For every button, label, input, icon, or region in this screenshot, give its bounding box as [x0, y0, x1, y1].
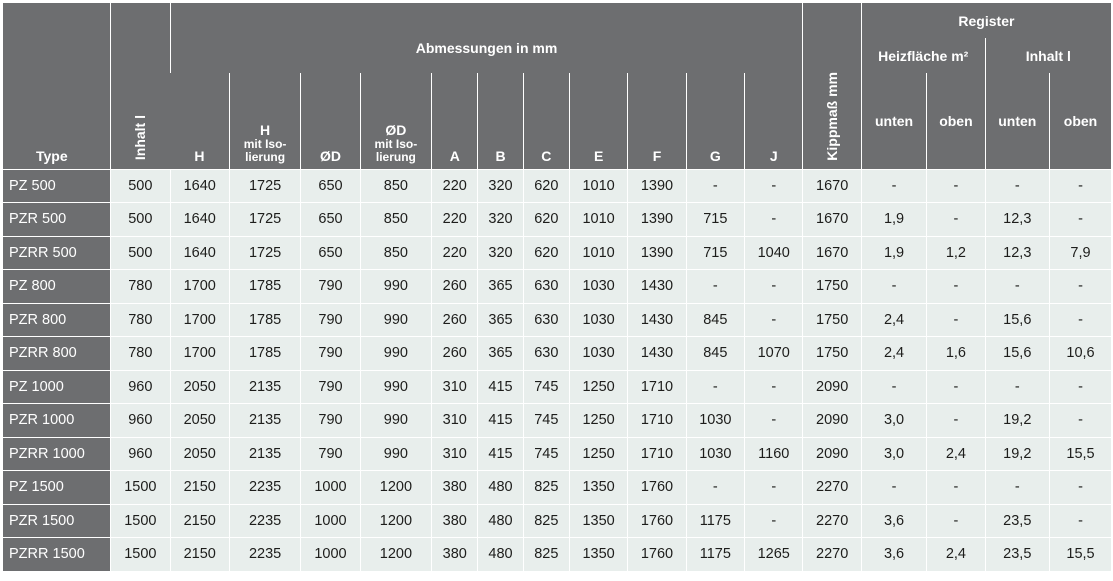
- table-cell: 845: [686, 337, 744, 371]
- table-cell: 3,6: [861, 538, 926, 572]
- table-cell: 850: [360, 236, 431, 270]
- table-cell: -: [1049, 303, 1111, 337]
- table-cell: 1430: [628, 303, 686, 337]
- table-cell: -: [927, 504, 985, 538]
- table-cell: -: [927, 471, 985, 505]
- table-cell: 1265: [745, 538, 803, 572]
- table-cell: 500: [111, 203, 170, 237]
- table-cell: 1430: [628, 270, 686, 304]
- header-d-iso: [360, 73, 431, 169]
- table-cell: 1030: [569, 337, 627, 371]
- table-cell: 745: [523, 404, 569, 438]
- table-cell: 1670: [803, 169, 861, 203]
- table-row: [3, 471, 1111, 505]
- type-cell: PZR 500: [3, 203, 111, 237]
- table-cell: 790: [301, 337, 360, 371]
- table-cell: 1750: [803, 270, 861, 304]
- table-cell: 745: [523, 437, 569, 471]
- table-cell: 415: [478, 437, 523, 471]
- table-cell: 850: [360, 203, 431, 237]
- table-cell: 310: [432, 404, 478, 438]
- table-row: [3, 370, 1111, 404]
- table-cell: 2050: [170, 437, 229, 471]
- table-cell: 260: [432, 303, 478, 337]
- table-cell: 1010: [569, 203, 627, 237]
- table-cell: 1710: [628, 370, 686, 404]
- table-cell: 650: [301, 169, 360, 203]
- header-kippmass: [803, 3, 861, 169]
- table-cell: 1160: [745, 437, 803, 471]
- header-unten-heiz: unten: [861, 73, 926, 169]
- table-cell: 7,9: [1049, 236, 1111, 270]
- table-cell: 1640: [170, 236, 229, 270]
- table-cell: 1700: [170, 303, 229, 337]
- table-cell: 2235: [229, 504, 300, 538]
- table-cell: -: [1049, 270, 1111, 304]
- table-cell: 1040: [745, 236, 803, 270]
- table-cell: 1350: [569, 538, 627, 572]
- table-cell: -: [686, 370, 744, 404]
- header-h: H: [170, 73, 229, 169]
- header-inhalt-register: Inhalt l: [985, 38, 1111, 73]
- table-cell: -: [1049, 504, 1111, 538]
- table-cell: -: [927, 370, 985, 404]
- table-cell: -: [861, 169, 926, 203]
- table-cell: 1030: [686, 404, 744, 438]
- table-cell: 990: [360, 404, 431, 438]
- table-cell: 19,2: [985, 404, 1049, 438]
- header-d-iso-label: ØD: [385, 121, 407, 138]
- table-row: [3, 203, 1111, 237]
- header-d: ØD: [301, 73, 360, 169]
- table-cell: 480: [478, 471, 523, 505]
- table-cell: -: [745, 504, 803, 538]
- table-cell: 790: [301, 303, 360, 337]
- table-cell: 990: [360, 370, 431, 404]
- table-cell: 1725: [229, 169, 300, 203]
- table-cell: 310: [432, 437, 478, 471]
- type-cell: PZR 1500: [3, 504, 111, 538]
- table-cell: -: [745, 303, 803, 337]
- table-cell: 1350: [569, 471, 627, 505]
- table-cell: 380: [432, 471, 478, 505]
- table-cell: 1010: [569, 236, 627, 270]
- table-cell: 790: [301, 437, 360, 471]
- table-cell: 220: [432, 169, 478, 203]
- table-cell: 2135: [229, 404, 300, 438]
- table-cell: 2,4: [861, 337, 926, 371]
- table-body: [3, 169, 1111, 571]
- table-cell: 12,3: [985, 203, 1049, 237]
- table-cell: 220: [432, 236, 478, 270]
- table-cell: 1725: [229, 236, 300, 270]
- table-cell: 745: [523, 370, 569, 404]
- table-cell: -: [745, 270, 803, 304]
- table-cell: -: [745, 370, 803, 404]
- table-cell: 630: [523, 303, 569, 337]
- type-cell: PZR 800: [3, 303, 111, 337]
- table-row: [3, 404, 1111, 438]
- table-cell: 1760: [628, 471, 686, 505]
- header-h-iso: [229, 73, 300, 169]
- table-cell: 1030: [686, 437, 744, 471]
- table-cell: 380: [432, 538, 478, 572]
- table-cell: 1390: [628, 236, 686, 270]
- table-cell: 620: [523, 169, 569, 203]
- table-cell: -: [686, 169, 744, 203]
- table-cell: 1000: [301, 538, 360, 572]
- table-cell: 780: [111, 337, 170, 371]
- table-cell: 260: [432, 337, 478, 371]
- table-cell: 1175: [686, 538, 744, 572]
- table-cell: 2135: [229, 370, 300, 404]
- table-cell: 15,6: [985, 303, 1049, 337]
- table-cell: -: [745, 404, 803, 438]
- table-cell: 1,2: [927, 236, 985, 270]
- table-row: [3, 437, 1111, 471]
- table-row: [3, 337, 1111, 371]
- table-cell: 790: [301, 370, 360, 404]
- table-cell: 1725: [229, 203, 300, 237]
- table-cell: 1760: [628, 504, 686, 538]
- table-cell: 2235: [229, 471, 300, 505]
- table-cell: 620: [523, 236, 569, 270]
- table-cell: 1785: [229, 337, 300, 371]
- table-cell: 960: [111, 370, 170, 404]
- table-cell: 1430: [628, 337, 686, 371]
- table-cell: 630: [523, 270, 569, 304]
- table-cell: 1710: [628, 404, 686, 438]
- table-cell: 1785: [229, 270, 300, 304]
- table-cell: 1030: [569, 270, 627, 304]
- table-cell: 500: [111, 169, 170, 203]
- header-j: J: [745, 73, 803, 169]
- table-cell: 1700: [170, 270, 229, 304]
- table-cell: -: [745, 471, 803, 505]
- table-cell: 1785: [229, 303, 300, 337]
- table-cell: 1070: [745, 337, 803, 371]
- table-cell: -: [686, 270, 744, 304]
- table-cell: -: [861, 471, 926, 505]
- table-cell: -: [927, 404, 985, 438]
- table-cell: 1000: [301, 471, 360, 505]
- table-cell: 1250: [569, 404, 627, 438]
- table-cell: 1760: [628, 538, 686, 572]
- table-cell: 2,4: [861, 303, 926, 337]
- table-cell: 825: [523, 504, 569, 538]
- table-cell: 415: [478, 404, 523, 438]
- table-cell: 990: [360, 303, 431, 337]
- table-cell: -: [861, 270, 926, 304]
- header-abmessungen: Abmessungen in mm: [170, 3, 803, 73]
- table-cell: 1200: [360, 471, 431, 505]
- table-cell: 15,5: [1049, 538, 1111, 572]
- table-cell: 620: [523, 203, 569, 237]
- table-cell: -: [985, 169, 1049, 203]
- table-row: [3, 538, 1111, 572]
- header-heizflaeche: Heizfläche m²: [861, 38, 985, 73]
- table-cell: 23,5: [985, 538, 1049, 572]
- table-cell: 1200: [360, 538, 431, 572]
- header-f: F: [628, 73, 686, 169]
- type-cell: PZRR 1000: [3, 437, 111, 471]
- header-register: Register: [861, 3, 1111, 38]
- table-cell: 715: [686, 236, 744, 270]
- table-cell: -: [861, 370, 926, 404]
- table-cell: 780: [111, 303, 170, 337]
- table-cell: 1640: [170, 203, 229, 237]
- table-cell: 365: [478, 270, 523, 304]
- table-cell: 825: [523, 471, 569, 505]
- table-cell: 15,6: [985, 337, 1049, 371]
- table-cell: 715: [686, 203, 744, 237]
- table-cell: 320: [478, 236, 523, 270]
- table-cell: 1,6: [927, 337, 985, 371]
- header-b: B: [478, 73, 523, 169]
- table-cell: 630: [523, 337, 569, 371]
- table-row: [3, 303, 1111, 337]
- table-cell: 1750: [803, 303, 861, 337]
- table-cell: 480: [478, 538, 523, 572]
- table-cell: 1500: [111, 538, 170, 572]
- table-cell: 2270: [803, 504, 861, 538]
- header-d-iso-sub: mit Iso- lierung: [374, 136, 418, 164]
- table-cell: 2270: [803, 471, 861, 505]
- table-row: [3, 504, 1111, 538]
- table-cell: 380: [432, 504, 478, 538]
- table-row: [3, 236, 1111, 270]
- table-cell: 1010: [569, 169, 627, 203]
- header-unten-inhalt: unten: [985, 73, 1049, 169]
- table-cell: 1390: [628, 203, 686, 237]
- table-cell: 825: [523, 538, 569, 572]
- header-h-iso-label: H: [260, 121, 271, 138]
- table-cell: 365: [478, 303, 523, 337]
- type-cell: PZ 500: [3, 169, 111, 203]
- table-cell: 320: [478, 203, 523, 237]
- table-cell: 1500: [111, 504, 170, 538]
- table-cell: 850: [360, 169, 431, 203]
- type-cell: PZ 1500: [3, 471, 111, 505]
- table-cell: 260: [432, 270, 478, 304]
- table-cell: 845: [686, 303, 744, 337]
- table-cell: 1,9: [861, 203, 926, 237]
- type-cell: PZ 1000: [3, 370, 111, 404]
- table-cell: 1750: [803, 337, 861, 371]
- table-cell: 790: [301, 404, 360, 438]
- table-cell: 650: [301, 203, 360, 237]
- table-cell: -: [927, 169, 985, 203]
- header-a: A: [432, 73, 478, 169]
- table-cell: -: [927, 270, 985, 304]
- type-cell: PZRR 1500: [3, 538, 111, 572]
- table-cell: 3,0: [861, 437, 926, 471]
- table-cell: 15,5: [1049, 437, 1111, 471]
- type-cell: PZR 1000: [3, 404, 111, 438]
- table-cell: 220: [432, 203, 478, 237]
- table-cell: -: [686, 471, 744, 505]
- table-cell: 365: [478, 337, 523, 371]
- table-cell: 2270: [803, 538, 861, 572]
- table-cell: 2135: [229, 437, 300, 471]
- table-cell: 3,0: [861, 404, 926, 438]
- table-cell: -: [985, 270, 1049, 304]
- table-cell: 650: [301, 236, 360, 270]
- header-c: C: [523, 73, 569, 169]
- header-h-iso-sub: mit Iso- lierung: [243, 136, 287, 164]
- type-cell: PZRR 500: [3, 236, 111, 270]
- table-cell: 2,4: [927, 538, 985, 572]
- table-cell: -: [927, 203, 985, 237]
- table-cell: 960: [111, 437, 170, 471]
- header-kippmass-label: Kippmaß mm: [824, 71, 841, 161]
- table-cell: 1250: [569, 437, 627, 471]
- table-cell: 2235: [229, 538, 300, 572]
- table-cell: 1030: [569, 303, 627, 337]
- table-cell: -: [745, 169, 803, 203]
- table-row: [3, 169, 1111, 203]
- table-cell: 1,9: [861, 236, 926, 270]
- table-cell: -: [745, 203, 803, 237]
- table-cell: 1350: [569, 504, 627, 538]
- table-cell: 415: [478, 370, 523, 404]
- table-cell: 1700: [170, 337, 229, 371]
- table-cell: 960: [111, 404, 170, 438]
- table-cell: -: [1049, 370, 1111, 404]
- table-cell: 1000: [301, 504, 360, 538]
- table-cell: 2,4: [927, 437, 985, 471]
- table-cell: 1390: [628, 169, 686, 203]
- header-inhalt-label: Inhalt l: [132, 115, 149, 161]
- type-cell: PZ 800: [3, 270, 111, 304]
- header-oben-inhalt: oben: [1049, 73, 1111, 169]
- table-cell: 990: [360, 337, 431, 371]
- table-cell: 990: [360, 270, 431, 304]
- table-cell: 1200: [360, 504, 431, 538]
- table-cell: 790: [301, 270, 360, 304]
- table-cell: -: [985, 471, 1049, 505]
- table-cell: 1250: [569, 370, 627, 404]
- table-cell: 2150: [170, 504, 229, 538]
- table-cell: 2050: [170, 370, 229, 404]
- table-cell: 2090: [803, 437, 861, 471]
- table-cell: -: [1049, 203, 1111, 237]
- header-e: E: [569, 73, 627, 169]
- table-cell: 500: [111, 236, 170, 270]
- table-cell: -: [1049, 169, 1111, 203]
- table-cell: 320: [478, 169, 523, 203]
- table-cell: 1500: [111, 471, 170, 505]
- table-cell: -: [1049, 404, 1111, 438]
- table-cell: 1640: [170, 169, 229, 203]
- table-cell: 1175: [686, 504, 744, 538]
- table-cell: 2090: [803, 404, 861, 438]
- header-oben-heiz: oben: [927, 73, 985, 169]
- table-row: [3, 270, 1111, 304]
- table-cell: -: [985, 370, 1049, 404]
- type-cell: PZRR 800: [3, 337, 111, 371]
- table-cell: 1670: [803, 203, 861, 237]
- table-cell: 23,5: [985, 504, 1049, 538]
- table-cell: 780: [111, 270, 170, 304]
- table-cell: -: [927, 303, 985, 337]
- header-type: Type: [3, 3, 111, 169]
- table-cell: 1670: [803, 236, 861, 270]
- table-cell: 12,3: [985, 236, 1049, 270]
- header-inhalt: [111, 3, 170, 169]
- table-cell: 2150: [170, 538, 229, 572]
- table-cell: 10,6: [1049, 337, 1111, 371]
- table-cell: 2150: [170, 471, 229, 505]
- table-cell: 1710: [628, 437, 686, 471]
- table-cell: 2090: [803, 370, 861, 404]
- table-cell: 2050: [170, 404, 229, 438]
- header-g: G: [686, 73, 744, 169]
- specification-table: [3, 3, 1111, 572]
- table-cell: 990: [360, 437, 431, 471]
- table-cell: 310: [432, 370, 478, 404]
- table-cell: 19,2: [985, 437, 1049, 471]
- table-cell: -: [1049, 471, 1111, 505]
- table-cell: 3,6: [861, 504, 926, 538]
- table-cell: 480: [478, 504, 523, 538]
